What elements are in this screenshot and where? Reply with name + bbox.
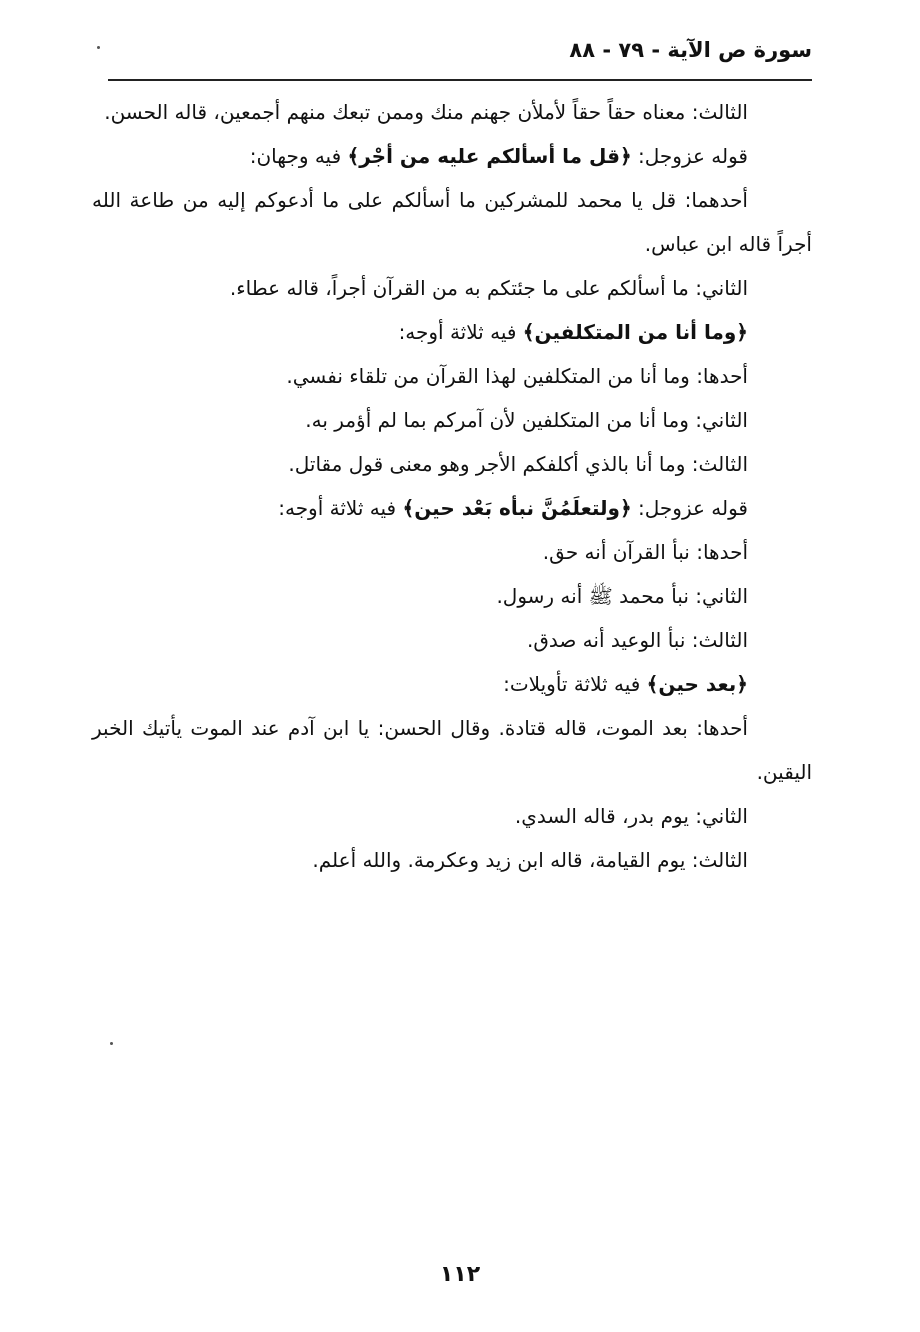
paragraph-verse-heading: ﴿وما أنا من المتكلفين﴾ فيه ثلاثة أوجه: bbox=[398, 320, 748, 344]
paragraph-first-view: أحدهما: قل يا محمد للمشركين ما أسألكم على ما أدعوكم إليه من طاعة الله أجراً قاله ابن عباس. bbox=[92, 188, 812, 256]
paragraph-verse-heading: قوله عزوجل: ﴿قل ما أسألكم عليه من أجْر﴾ فيه وجهان: bbox=[249, 144, 748, 168]
paragraph-verse-heading: ﴿بعد حين﴾ فيه ثلاثة تأويلات: bbox=[503, 672, 748, 696]
paragraph-third-meaning: الثالث: معناه حقاً حقاً لأملأن جهنم منك وممن تبعك منهم أجمعين، قاله الحسن. bbox=[104, 100, 748, 124]
quran-verse: ﴿قل ما أسألكم عليه من أجْر﴾ bbox=[347, 144, 632, 168]
scan-speck bbox=[97, 46, 100, 49]
paragraph-verse-heading: قوله عزوجل: ﴿ولتعلَمُنَّ نبأه بَعْد حين﴾ فيه ثلاثة أوجه: bbox=[278, 496, 748, 520]
header-rule bbox=[108, 79, 812, 81]
paragraph-first-view: أحدها: نبأ القرآن أنه حق. bbox=[542, 540, 748, 564]
paragraph-second-view: الثاني: ما أسألكم على ما جئتكم به من القرآن أجراً، قاله عطاء. bbox=[229, 276, 748, 300]
quran-verse: ﴿ولتعلَمُنَّ نبأه بَعْد حين﴾ bbox=[402, 496, 632, 520]
paragraph-first-interpretation: أحدها: بعد الموت، قاله قتادة. وقال الحسن: يا ابن آدم عند الموت يأتيك الخبر اليقين. bbox=[92, 716, 812, 784]
paragraph-third-view: الثالث: وما أنا بالذي أكلفكم الأجر وهو معنى قول مقاتل. bbox=[288, 452, 748, 476]
paragraph-second-view: الثاني: نبأ محمد ﷺ أنه رسول. bbox=[496, 584, 748, 608]
paragraph-third-interpretation: الثالث: يوم القيامة، قاله ابن زيد وعكرمة. والله أعلم. bbox=[312, 848, 748, 872]
page-number: ١١٢ bbox=[439, 1262, 481, 1287]
quran-verse: ﴿وما أنا من المتكلفين﴾ bbox=[522, 320, 748, 344]
scan-speck bbox=[110, 1042, 113, 1045]
quran-verse: ﴿بعد حين﴾ bbox=[646, 672, 748, 696]
paragraph-third-view: الثالث: نبأ الوعيد أنه صدق. bbox=[526, 628, 748, 652]
paragraph-second-view: الثاني: وما أنا من المتكلفين لأن آمركم بما لم أؤمر به. bbox=[305, 408, 748, 432]
commentary-text bbox=[92, 90, 812, 882]
paragraph-first-view: أحدها: وما أنا من المتكلفين لهذا القرآن من تلقاء نفسي. bbox=[286, 364, 748, 388]
running-header: سورة ص الآية - ٧٩ - ٨٨ bbox=[569, 38, 812, 62]
paragraph-second-interpretation: الثاني: يوم بدر، قاله السدي. bbox=[514, 804, 748, 828]
